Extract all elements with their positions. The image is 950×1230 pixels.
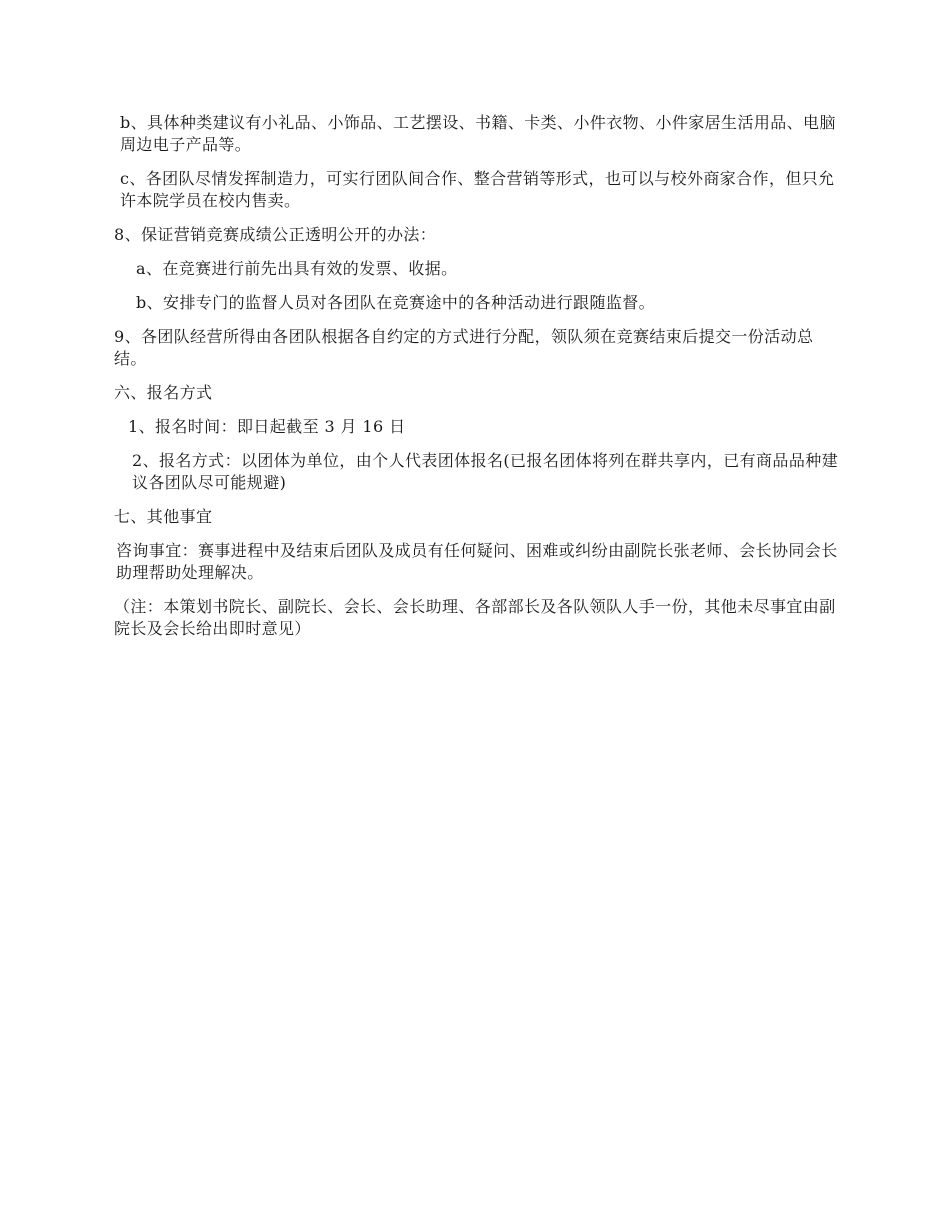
document-body: [114, 112, 844, 652]
paragraph-item-b: b、具体种类建议有小礼品、小饰品、工艺摆设、书籍、卡类、小件衣物、小件家居生活用品、电脑周边电子产品等。: [120, 113, 836, 154]
registration-time: 1、报名时间：即日起截至 3 月 16 日: [128, 417, 406, 436]
paragraph-8b: b、安排专门的监督人员对各团队在竞赛途中的各种活动进行跟随监督。: [136, 293, 656, 312]
registration-method: 2、报名方式：以团体为单位，由个人代表团体报名(已报名团体将列在群共享内，已有商品品种建议各团队尽可能规避): [132, 451, 839, 492]
paragraph-item-c: c、各团队尽情发挥制造力，可实行团队间合作、整合营销等形式，也可以与校外商家合作，但只允许本院学员在校内售卖。: [120, 169, 835, 210]
section-9-paragraph: 9、各团队经营所得由各团队根据各自约定的方式进行分配，领队须在竞赛结束后提交一份活动总结。: [114, 327, 814, 368]
note-paragraph: （注：本策划书院长、副院长、会长、会长助理、各部部长及各队领队人手一份，其他未尽事宜由副院长及会长给出即时意见）: [114, 597, 836, 638]
section-8-heading: 8、保证营销竞赛成绩公正透明公开的办法：: [114, 225, 437, 244]
paragraph-8a: a、在竞赛进行前先出具有效的发票、收据。: [136, 259, 458, 278]
section-6-heading: 六、报名方式: [114, 383, 213, 402]
section-7-heading: 七、其他事宜: [114, 507, 213, 526]
consultation-paragraph: 咨询事宜：赛事进程中及结束后团队及成员有任何疑问、困难或纠纷由副院长张老师、会长协同会长助理帮助处理解决。: [116, 541, 838, 582]
